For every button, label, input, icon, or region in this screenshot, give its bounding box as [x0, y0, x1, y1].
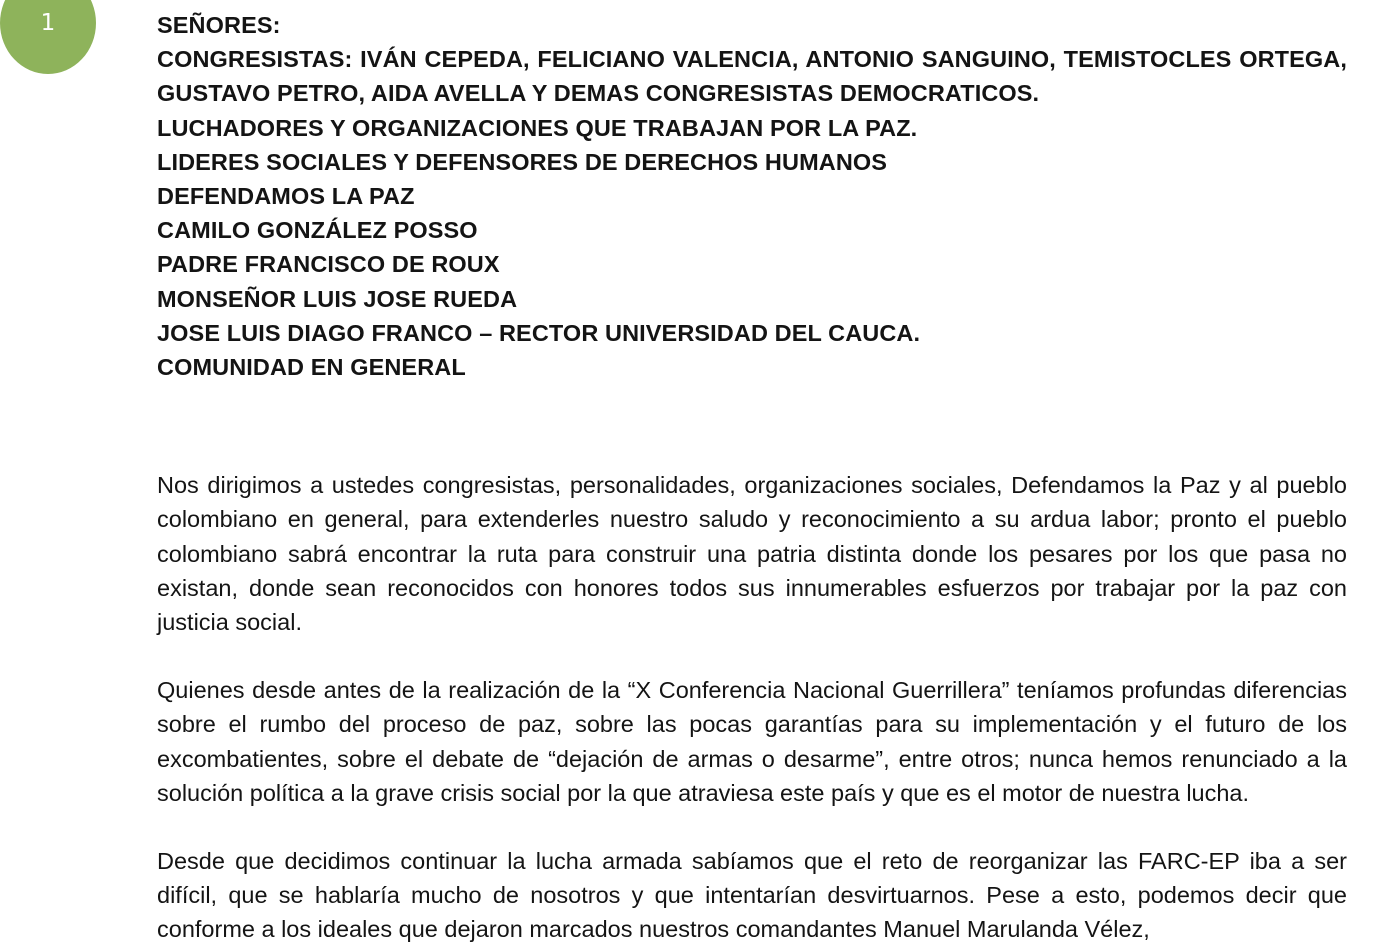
- addressee-line: MONSEÑOR LUIS JOSE RUEDA: [157, 285, 518, 312]
- addressee-line: CONGRESISTAS: IVÁN CEPEDA, FELICIANO VALENCIA, ANTONIO SANGUINO, TEMISTOCLES ORTEGA,: [157, 46, 1347, 73]
- page-number-badge: [0, 0, 96, 74]
- body-paragraph-2: Quienes desde antes de la realización de la “X Conferencia Nacional Guerrillera” teníamos profundas diferencias sobre el rumbo del proceso de paz, sobre las pocas garantías para su implementación y el futuro de los excombatientes, sobre el debate de “dejación de armas o desarme”, entre otros; nunca hemos renunciado a la solución política a la grave crisis social por la que atraviesa este país y que es el motor de nuestra lucha.: [157, 677, 1347, 806]
- page-number: 1: [40, 10, 56, 36]
- addressee-line: PADRE FRANCISCO DE ROUX: [157, 251, 500, 278]
- addressee-line: DEFENDAMOS LA PAZ: [157, 183, 415, 210]
- addressee-line: LIDERES SOCIALES Y DEFENSORES DE DERECHOS HUMANOS: [157, 148, 888, 175]
- addressee-line: CAMILO GONZÁLEZ POSSO: [157, 217, 478, 244]
- addressee-line: GUSTAVO PETRO, AIDA AVELLA Y DEMAS CONGRESISTAS DEMOCRATICOS.: [157, 80, 1040, 107]
- body-paragraph-1: Nos dirigimos a ustedes congresistas, personalidades, organizaciones sociales, Defendamos la Paz y al pueblo colombiano en general, para extenderles nuestro saludo y reconocimiento a su ardua labor; pronto el pueblo colombiano sabrá encontrar la ruta para construir una patria distinta donde los pesares por los que pasa no existan, donde sean reconocidos con honores todos sus innumerables esfuerzos por trabajar por la paz con justicia social.: [157, 472, 1347, 636]
- addressee-line: COMUNIDAD EN GENERAL: [157, 354, 466, 381]
- addressee-line: SEÑORES:: [157, 12, 281, 38]
- addressees-block: [157, 8, 1347, 384]
- letter-content: [157, 8, 1347, 947]
- addressee-line: LUCHADORES Y ORGANIZACIONES QUE TRABAJAN POR LA PAZ.: [157, 114, 918, 141]
- addressee-line: JOSE LUIS DIAGO FRANCO – RECTOR UNIVERSIDAD DEL CAUCA.: [157, 319, 921, 346]
- body-paragraph-3: Desde que decidimos continuar la lucha armada sabíamos que el reto de reorganizar las FARC-EP iba a ser difícil, que se hablaría mucho de nosotros y que intentarían desvirtuarnos. Pese a esto, podemos decir que conforme a los ideales que dejaron marcados nuestros comandantes Manuel Marulanda Vélez,: [157, 848, 1347, 943]
